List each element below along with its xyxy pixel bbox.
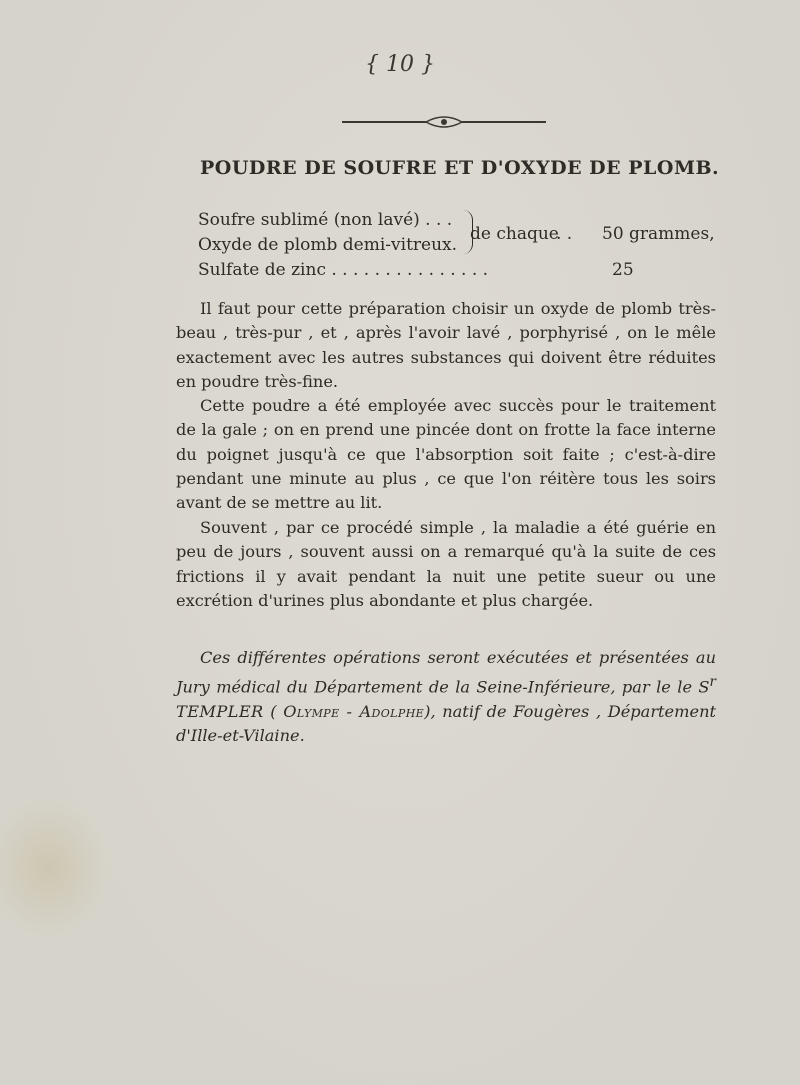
each-leader-dots: . . — [556, 224, 573, 244]
decorative-rule — [340, 114, 548, 130]
each-label: de chaque — [470, 224, 559, 244]
recipe-title: POUDRE DE SOUFRE ET D'OXYDE DE PLOMB. — [200, 157, 720, 179]
formula-block — [198, 210, 715, 290]
paragraph-usage — [176, 394, 716, 515]
paragraph-results — [176, 516, 716, 613]
note-open-paren: ( — [263, 701, 284, 721]
jury-note — [176, 646, 716, 749]
note-text-after: ), natif de Fougères , Département d'Ille-et-Vilaine. — [176, 701, 716, 746]
note-title-superscript: r — [709, 674, 716, 691]
paragraph-text: Il faut pour cette préparation choisir un oxyde de plomb très-beau , très-pur , et , après l'avoir lavé , porphyrisé , on le mêle exactement avec les autres substances qui doivent être réduites en poudre très-fine. — [176, 299, 716, 391]
amount-each: 50 grammes, — [602, 224, 715, 244]
note-first-names: Olympe - Adolphe — [283, 701, 425, 721]
page-number: { 10 } — [365, 52, 435, 77]
ingredient-sulfur: Soufre sublimé (non lavé) . . . — [198, 210, 453, 230]
paragraph-text: Cette poudre a été employée avec succès pour le traitement de la gale ; on en prend une pincée dont on frotte la face interne du poignet jusqu'à ce que l'absorption soit faite ; c'est-à-dire pendant une minute au plus , ce que l'on réitère tous les soirs avant de se mettre au lit. — [176, 396, 716, 513]
paragraph-preparation — [176, 297, 716, 394]
note-surname: TEMPLER — [176, 701, 264, 721]
paragraph-text: Souvent , par ce procédé simple , la maladie a été guérie en peu de jours , souvent aussi on a remarqué qu'à la suite de ces frictions il y avait pendant la nuit une petite sueur ou une excrétion d'urines plus abondante et plus chargée. — [176, 518, 716, 610]
note-text-before: Ces différentes opérations seront exécutées et présentées au Jury médical du Département de la Seine-Inférieure, par le le S — [176, 648, 716, 697]
amount-zinc: 25 — [612, 260, 634, 280]
ingredient-lead-oxide: Oxyde de plomb demi-vitreux. — [198, 235, 458, 255]
ingredient-zinc-sulfate: Sulfate de zinc . . . . . . . . . . . . . . . — [198, 260, 489, 280]
